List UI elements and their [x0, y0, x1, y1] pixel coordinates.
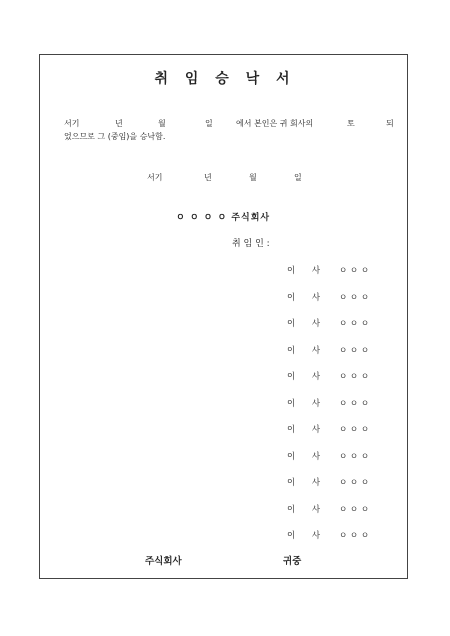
director-title: 이 사 — [287, 505, 321, 515]
director-title: 이 사 — [287, 478, 321, 488]
footer-honorific: 귀중 — [283, 556, 302, 567]
line1-seogi: 서기 — [64, 119, 80, 128]
line1-text: 에서 본인은 귀 회사의 — [236, 119, 314, 128]
director-name: ㅇ ㅇ ㅇ — [339, 399, 370, 409]
director-name: ㅇ ㅇ ㅇ — [339, 478, 370, 488]
director-name: ㅇ ㅇ ㅇ — [339, 346, 370, 356]
date-month: 월 — [249, 173, 257, 182]
date-seogi: 서기 — [147, 173, 163, 182]
line1-day: 일 — [205, 119, 213, 128]
line1-doe: 되 — [386, 119, 394, 128]
document-title: 취 임 승 낙 서 — [154, 71, 296, 87]
footer-company: 주식회사 — [145, 556, 182, 567]
director-name: ㅇ ㅇ ㅇ — [339, 319, 370, 329]
director-title: 이 사 — [287, 452, 321, 462]
company-name: ㅇ ㅇ ㅇ ㅇ 주식회사 — [176, 213, 271, 223]
director-title: 이 사 — [287, 346, 321, 356]
director-title: 이 사 — [287, 293, 321, 303]
director-name: ㅇ ㅇ ㅇ — [339, 425, 370, 435]
director-name: ㅇ ㅇ ㅇ — [339, 452, 370, 462]
director-title: 이 사 — [287, 425, 321, 435]
director-name: ㅇ ㅇ ㅇ — [339, 505, 370, 515]
line2-text: 었으므로 그 (중임)을 승낙함. — [64, 132, 166, 141]
director-name: ㅇ ㅇ ㅇ — [339, 293, 370, 303]
date-day: 일 — [294, 173, 302, 182]
line1-to: 토 — [347, 119, 355, 128]
appointee-label: 취 임 인 : — [232, 239, 270, 249]
director-title: 이 사 — [287, 319, 321, 329]
director-name: ㅇ ㅇ ㅇ — [339, 266, 370, 276]
director-title: 이 사 — [287, 399, 321, 409]
director-name: ㅇ ㅇ ㅇ — [339, 372, 370, 382]
director-title: 이 사 — [287, 372, 321, 382]
line1-month: 월 — [158, 119, 166, 128]
director-title: 이 사 — [287, 266, 321, 276]
line1-year: 년 — [115, 119, 123, 128]
director-title: 이 사 — [287, 531, 321, 541]
director-name: ㅇ ㅇ ㅇ — [339, 531, 370, 541]
date-year: 년 — [204, 173, 212, 182]
